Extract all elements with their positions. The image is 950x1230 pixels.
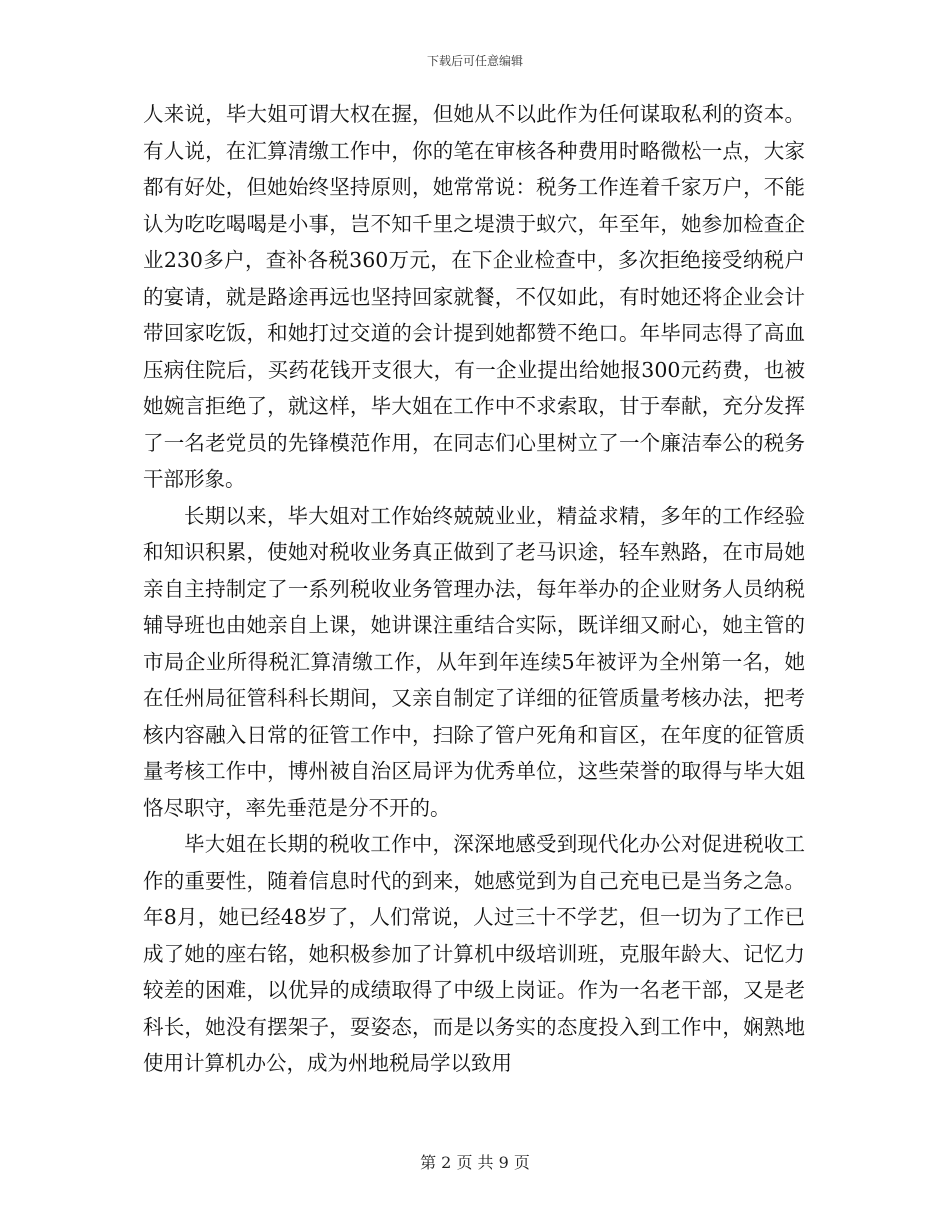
page-number: 第 2 页 共 9 页 <box>420 1153 530 1172</box>
paragraph: 毕大姐在长期的税收工作中，深深地感受到现代化办公对促进税收工作的重要性，随着信息时代的到来，她感觉到为自己充电已是当务之急。年8月，她已经48岁了，人们常说，人过三十不学艺，但一切为了工作已成了她的座右铭，她积极参加了计算机中级培训班，克服年龄大、记忆力较差的困难，以优异的成绩取得了中级上岗证。作为一名老干部，又是老科长，她没有摆架子，耍姿态，而是以务实的态度投入到工作中，娴熟地使用计算机办公，成为州地税局学以致用 <box>143 832 805 1075</box>
document-body <box>143 96 805 1082</box>
paragraph: 长期以来，毕大姐对工作始终兢兢业业，精益求精，多年的工作经验和知识积累，使她对税收业务真正做到了老马识途，轻车熟路，在市局她亲自主持制定了一系列税收业务管理办法，每年举办的企业财务人员纳税辅导班也由她亲自上课，她讲课注重结合实际，既详细又耐心，她主管的市局企业所得税汇算清缴工作，从年到年连续5年被评为全州第一名，她在任州局征管科科长期间，又亲自制定了详细的征管质量考核办法，把考核内容融入日常的征管工作中，扫除了管户死角和盲区，在年度的征管质量考核工作中，博州被自治区局评为优秀单位，这些荣誉的取得与毕大姐恪尽职守，率先垂范是分不开的。 <box>143 503 805 820</box>
paragraph-continued: 人来说，毕大姐可谓大权在握，但她从不以此作为任何谋取私利的资本。有人说，在汇算清缴工作中，你的笔在审核各种费用时略微松一点，大家都有好处，但她始终坚持原则，她常常说：税务工作连着千家万户，不能认为吃吃喝喝是小事，岂不知千里之堤溃于蚁穴，年至年，她参加检查企业230多户，查补各税360万元，在下企业检查中，多次拒绝接受纳税户的宴请，就是路途再远也坚持回家就餐，不仅如此，有时她还将企业会计带回家吃饭，和她打过交道的会计提到她都赞不绝口。年毕同志得了高血压病住院后，买药花钱开支很大，有一企业提出给她报300元药费，也被她婉言拒绝了，就这样，毕大姐在工作中不求索取，甘于奉献，充分发挥了一名老党员的先锋模范作用，在同志们心里树立了一个廉洁奉公的税务干部形象。 <box>143 102 805 491</box>
page-header: 下载后可任意编辑 <box>426 54 523 68</box>
